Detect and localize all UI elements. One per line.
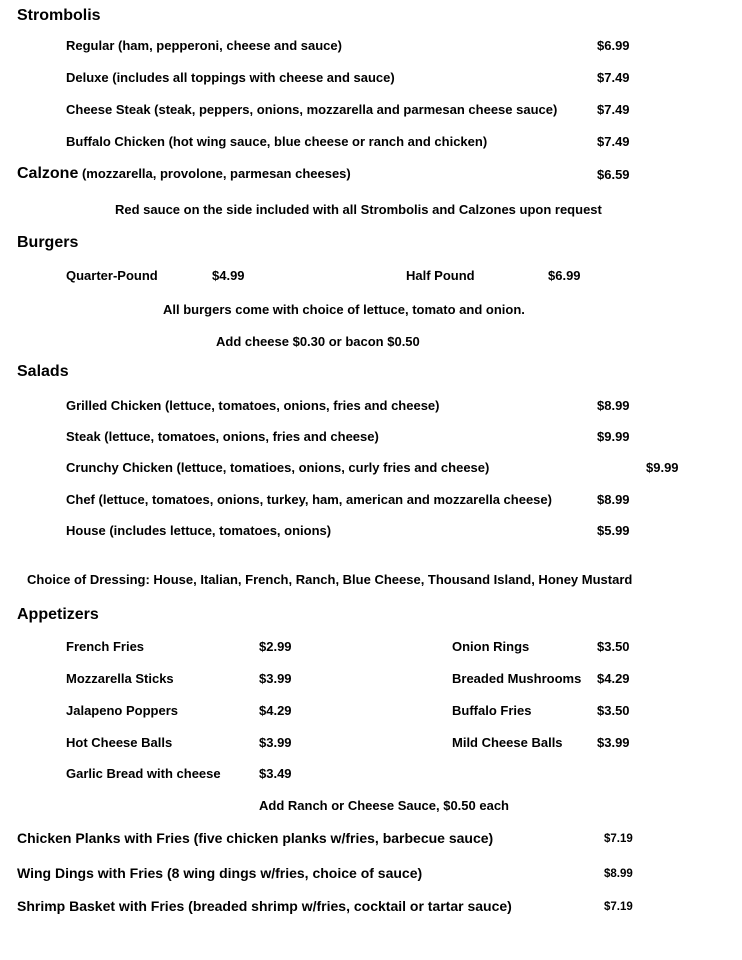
note-appetizer-addons: Add Ranch or Cheese Sauce, $0.50 each	[259, 798, 509, 813]
item-name: Mozzarella Sticks	[66, 671, 174, 686]
item-price: $8.99	[597, 398, 630, 413]
item-name: Regular (ham, pepperoni, cheese and sauce)	[66, 38, 342, 53]
item-price: $7.49	[597, 102, 630, 117]
item-name: Mild Cheese Balls	[452, 735, 563, 750]
item-name: Wing Dings with Fries (8 wing dings w/fries, choice of sauce)	[17, 865, 423, 881]
section-title-appetizers: Appetizers	[17, 606, 99, 623]
item-price: $3.50	[597, 703, 630, 718]
item-price: $3.99	[259, 671, 292, 686]
item-name: Quarter-Pound	[66, 268, 158, 283]
item-price: $4.29	[259, 703, 292, 718]
item-price: $3.49	[259, 766, 292, 781]
section-title-strombolis: Strombolis	[17, 7, 101, 24]
item-name: Chef (lettuce, tomatoes, onions, turkey, ham, american and mozzarella cheese)	[66, 492, 552, 507]
item-price: $7.49	[597, 134, 630, 149]
note-red-sauce: Red sauce on the side included with all Strombolis and Calzones upon request	[115, 202, 602, 217]
note-dressing: Choice of Dressing: House, Italian, French, Ranch, Blue Cheese, Thousand Island, Honey Mustard	[27, 572, 633, 587]
item-price: $7.19	[604, 901, 633, 913]
item-name: Onion Rings	[452, 639, 530, 654]
item-price: $6.59	[597, 167, 630, 182]
item-name: Deluxe (includes all toppings with cheese and sauce)	[66, 70, 395, 85]
item-price: $6.99	[597, 38, 630, 53]
item-price: $9.99	[597, 429, 630, 444]
item-price: $3.99	[259, 735, 292, 750]
item-price: $7.49	[597, 70, 630, 85]
item-price: $6.99	[548, 268, 581, 283]
item-name: House (includes lettuce, tomatoes, onions)	[66, 523, 332, 538]
menu-item-row-calzone	[0, 165, 742, 183]
item-name: Half Pound	[406, 268, 475, 283]
section-title-burgers: Burgers	[17, 234, 79, 251]
item-price: $8.99	[604, 868, 633, 880]
item-name: Chicken Planks with Fries (five chicken planks w/fries, barbecue sauce)	[17, 830, 494, 846]
item-name: Jalapeno Poppers	[66, 703, 178, 718]
item-price: $5.99	[597, 523, 630, 538]
item-name: Grilled Chicken (lettuce, tomatoes, onions, fries and cheese)	[66, 398, 440, 413]
item-description: (mozzarella, provolone, parmesan cheeses)	[81, 166, 351, 181]
item-name: Garlic Bread with cheese	[66, 766, 221, 781]
item-name: French Fries	[66, 639, 145, 654]
note-burgers-addons: Add cheese $0.30 or bacon $0.50	[216, 334, 420, 349]
item-name: Breaded Mushrooms	[452, 671, 582, 686]
item-price: $4.99	[212, 268, 245, 283]
item-name: Shrimp Basket with Fries (breaded shrimp w/fries, cocktail or tartar sauce)	[17, 898, 512, 914]
item-name: Steak (lettuce, tomatoes, onions, fries and cheese)	[66, 429, 379, 444]
item-price: $3.50	[597, 639, 630, 654]
item-price: $9.99	[646, 460, 679, 475]
item-price: $7.19	[604, 833, 633, 845]
item-name: Buffalo Chicken (hot wing sauce, blue cheese or ranch and chicken)	[66, 134, 488, 149]
item-name: Buffalo Fries	[452, 703, 532, 718]
item-price: $4.29	[597, 671, 630, 686]
item-name: Crunchy Chicken (lettuce, tomatioes, onions, curly fries and cheese)	[66, 460, 490, 475]
item-price: $2.99	[259, 639, 292, 654]
section-title-calzone: Calzone	[17, 165, 79, 182]
section-title-salads: Salads	[17, 363, 69, 380]
item-price: $8.99	[597, 492, 630, 507]
item-name: Cheese Steak (steak, peppers, onions, mozzarella and parmesan cheese sauce)	[66, 102, 558, 117]
item-name: Hot Cheese Balls	[66, 735, 173, 750]
note-burgers-included: All burgers come with choice of lettuce, tomato and onion.	[163, 302, 525, 317]
item-price: $3.99	[597, 735, 630, 750]
